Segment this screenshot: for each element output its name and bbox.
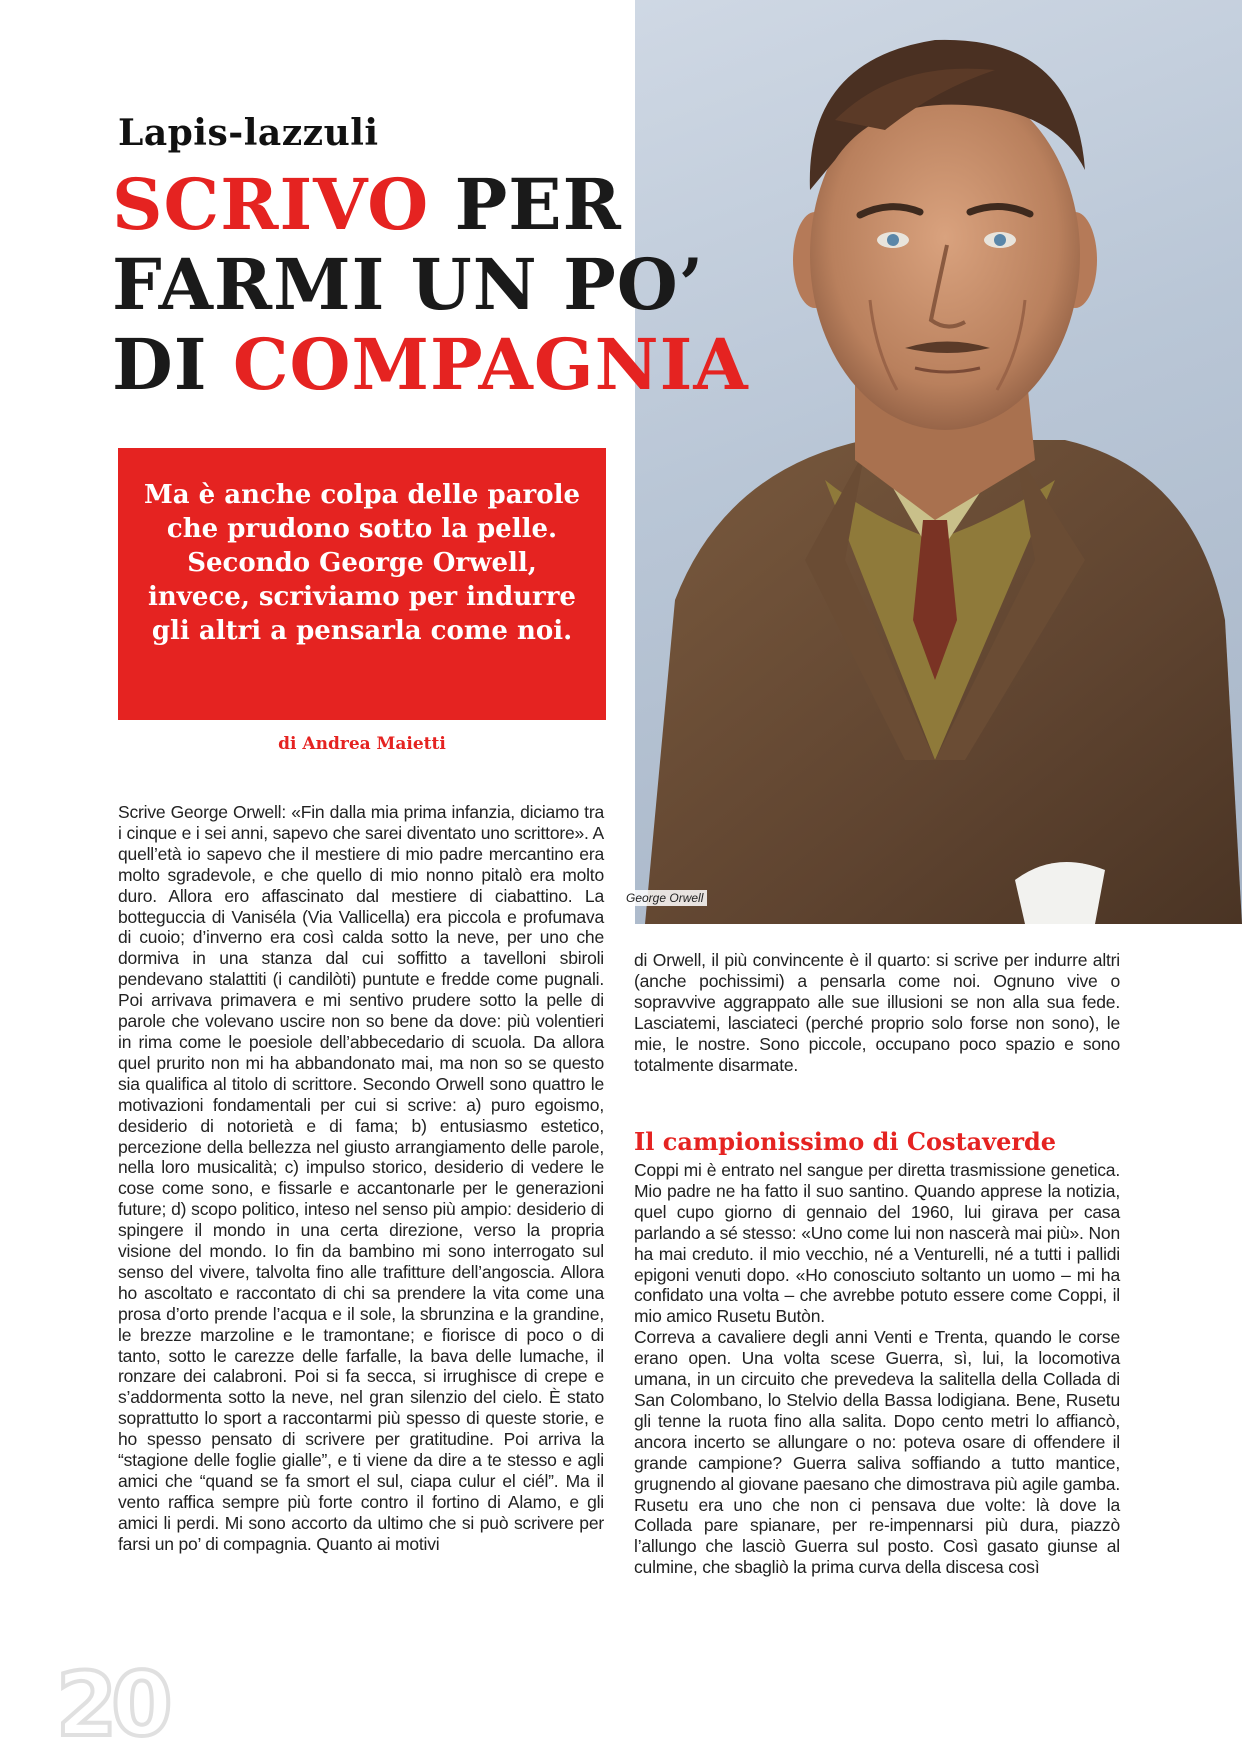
page-title (112, 165, 749, 405)
body-paragraph: Scrive George Orwell: «Fin dalla mia prima infanzia, diciamo tra i cinque e i sei anni, sapevo che sarei diventato uno scrittore». A quell’età io sapevo che il mestiere di mio padre mercantino era molto sgradevole, e che quello di mio nonno pitalò era molto duro. Allora ero affascinato dal mestiere di ciabattino. La botteguccia di Vaniséla (Via Vallicella) era piccola e profumava di cuoio; d’inverno era così calda sotto la neve, per uno che dormiva in una stanza dal cui soffitto a tavelloni sbiroli pendevano stalattiti (i candilòti) puntute e fredde come pugnali. Poi arrivava primavera e mi sentivo prudere sotto la pelle di parole che volevano uscire non so bene da dove: più volentieri in rima come le poesiole dell’abbecedario di scuola. Da allora quel prurito non mi ha abbandonato mai, ma non so se questo sia qualifica al titolo di scrittore. Secondo Orwell sono quattro le motivazioni fondamentali per cui si scrive: a) puro egoismo, desiderio di notorietà e di fama; b) entusiasmo estetico, percezione della bellezza nel giusto arrangiamento delle parole, nella loro musicalità; c) impulso storico, desiderio di vedere le cose come sono, e fissarle e accantonarle per le generazioni future; d) scopo politico, inteso nel senso più ampio: desiderio di spingere il mondo in una certa direzione, verso la propria visione del mondo. Io fin da bambino mi sono interrogato sul senso del vivere, talvolta fino alle trafitture dell’angoscia. Allora ho ascoltato e raccontato di chi sa prendere la vita come una prosa d’orto prende l’acqua e il sole, la sbrunzina e la grandine, le brezze marzoline e le tramontane; e fiorisce di poco o di tanto, sotto le carezze delle farfalle, la bava delle lumache, il ronzare dei calabroni. Poi si fa secca, si irrughisce di crepe e s’addormenta sotto la neve, nel gran silenzio del cielo. È stato soprattutto lo sport a raccontarmi più spesso di queste storie, e ho spesso pensato di scrivere per gratitudine. Poi arriva la “stagione delle foglie gialle”, e ti viene da dire a te stesso e agli amici che “quand se fa smort el sul, ciapa culur el ciél”. Ma il vento raffica sempre più forte contro il fortino di Alamo, e gli amici li perdi. Mi sono accorto da ultimo che si può scrivere per farsi un po’ di compagnia. Quanto ai motivi (118, 802, 604, 1554)
body-column-left (118, 802, 604, 1555)
body-paragraph: di Orwell, il più convincente è il quarto: si scrive per indurre altri (anche pochissimi) a pensarla come noi. Ognuno vive o sopravvive aggrappato alle sue illusioni se non alla sua fede. Lasciatemi, lasciateci (perché proprio solo forse non sono), le mie, le nostre. Sono piccole, occupano poco spazio e sono totalmente disarmate. (634, 950, 1120, 1075)
body-column-right-bottom (634, 1160, 1120, 1578)
title-line-2: FARMI UN PO’ (112, 243, 705, 326)
title-word-per: PER (429, 163, 622, 246)
body-paragraph: Correva a cavaliere degli anni Venti e Trenta, quando le corse erano open. Una volta scese Guerra, sì, lui, la locomotiva umana, in un circuito che prevedeva la salitella della Collada di San Colombano, lo Stelvio della Bassa lodigiana. Bene, Rusetu gli tenne la ruota fino alla salita. Dopo cento metri lo affiancò, ancora incerto se allungare o no: poteva osare di offendere il grande campione? Guerra saliva soffiando a tutto mantice, grugnendo al giovane paesano che dimostrava più agile gamba. Rusetu era uno che non ci pensava due volte: là dove la Collada pare spianare, per re-impennarsi più dura, piazzò l’allungo che lasciò Guerra sul posto. Così gasato giunse al culmine, che sbagliò la prima curva della discesa così (634, 1327, 1120, 1578)
pullquote-box (118, 448, 606, 720)
byline: di Andrea Maietti (278, 734, 446, 754)
title-word-di: DI (112, 323, 233, 406)
body-paragraph: Coppi mi è entrato nel sangue per diretta trasmissione genetica. Mio padre ne ha fatto il suo santino. Quando apprese la notizia, quel cupo giorno di gennaio del 1960, lui girava per casa parlando a sé stesso: «Uno come lui non nascerà mai più». Non ha mai creduto. il mio vecchio, né a Venturelli, né a tutti i pallidi epigoni venuti dopo. «Ho conosciuto soltanto un uomo – mi ha confidato una volta – che avrebbe potuto essere come Coppi, il mio amico Rusetu Butòn. (634, 1160, 1120, 1327)
subheading: Il campionissimo di Costaverde (634, 1127, 1057, 1156)
portrait-illustration (635, 0, 1242, 924)
portrait-photo (635, 0, 1242, 924)
title-line-1 (112, 165, 749, 245)
section-kicker: Lapis-lazzuli (118, 112, 379, 154)
pullquote-text: Ma è anche colpa delle parole che prudono sotto la pelle. Secondo George Orwell, invece, scriviamo per indurre gli altri a pensarla come noi. (143, 480, 581, 646)
page-number: 20 (56, 1653, 167, 1756)
title-word-compagnia: COMPAGNIA (232, 323, 749, 406)
title-line-3 (112, 325, 749, 405)
photo-caption: George Orwell (622, 890, 707, 906)
title-word-scrivo: SCRIVO (112, 163, 430, 246)
body-column-right-top (634, 950, 1120, 1075)
